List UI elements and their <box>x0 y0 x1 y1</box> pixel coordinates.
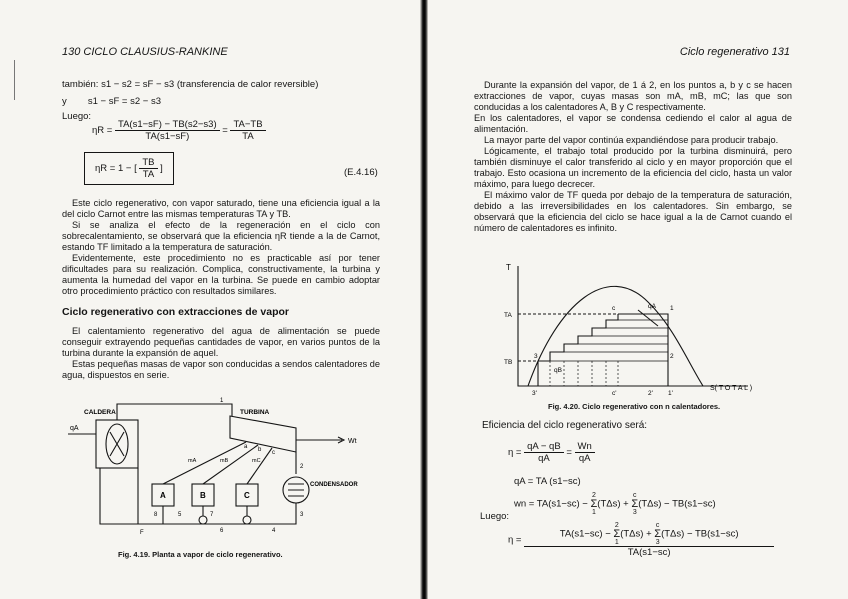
final-num-b: (TΔs) + <box>620 528 652 540</box>
left-figure-caption: Fig. 4.19. Planta a vapor de ciclo regenerativo. <box>118 550 283 559</box>
left-para-5: Estas pequeñas masas de vapor son conducidas a sendos calentadores de agua, dispuestos en serie. <box>62 359 380 380</box>
left-page-header: 130 CICLO CLAUSIUS-RANKINE <box>62 46 228 58</box>
ts-label-qb: qB <box>554 367 562 374</box>
left-body-2 <box>62 326 380 381</box>
ts-label-s: S( T O T A L ) <box>710 385 753 392</box>
sum2-top: c <box>633 492 637 499</box>
eq-eta-label: η = <box>508 447 522 459</box>
right-para-2: En los calentadores, el vapor se condensa cediendo el calor al agua de alimentación. <box>474 113 792 134</box>
final-sum1-bot: 1 <box>614 539 619 546</box>
ts-label-2: 2 <box>670 353 674 360</box>
eq-equals: = <box>566 447 572 459</box>
eq-tambien: también: s1 − s2 = sF − s3 (transferencia de calor reversible) <box>62 79 319 90</box>
ts-label-c: c <box>612 305 616 312</box>
eq-eta-num: qA − qB <box>524 441 564 453</box>
ts-diagram <box>498 262 798 398</box>
right-luego: Luego: <box>480 511 510 522</box>
right-figure-caption: Fig. 4.20. Ciclo regenerativo con n calentadores. <box>548 402 721 411</box>
eq-wn-lhs: wn = TA(s1−sc) − <box>514 498 588 510</box>
eta-r-fraction-1 <box>115 119 220 142</box>
turbine-shape <box>230 416 296 452</box>
final-sum2-top: c <box>655 522 660 529</box>
final-sum2-bot: 3 <box>655 539 660 546</box>
equation-number: (E.4.16) <box>344 167 378 178</box>
right-para-3: La mayor parte del vapor continúa expandiéndose para producir trabajo. <box>484 135 779 145</box>
ts-label-t: T <box>506 263 511 272</box>
label-point-4: 4 <box>272 528 276 534</box>
final-num-c: (TΔs) − TB(s1−sc) <box>661 528 739 540</box>
right-para-5: El máximo valor de TF queda por debajo de la temperatura de saturación, debido a las irreversibilidades en los calentadores. Sin embargo, se observará que la eficiencia del ciclo se hace igual a la de Carnot cuando el número de calentadores es infinito. <box>474 190 792 233</box>
eta-r-frac2-num: TA−TB <box>230 119 265 131</box>
eta-r-frac1-num: TA(s1−sF) − TB(s2−s3) <box>115 119 220 131</box>
label-caldera: CALDERA <box>84 409 116 416</box>
eq-wn: wn = TA(s1−sc) − 2 Σ 1(TΔs) + c Σ 3(TΔs) − TB(s1−sc) <box>514 492 716 516</box>
right-section-title: Eficiencia del ciclo regenerativo será: <box>482 420 648 431</box>
label-m-a: mA <box>188 458 197 464</box>
label-m-b: mB <box>220 458 229 464</box>
label-qa: qA <box>70 425 79 432</box>
right-page-header: Ciclo regenerativo 131 <box>679 46 790 58</box>
label-turbina: TURBINA <box>240 409 270 416</box>
final-sum1-top: 2 <box>614 522 619 529</box>
eq-eta-den: qA <box>538 453 550 464</box>
boxed-lhs: ηR = 1 − <box>95 163 132 175</box>
label-ext-c: c <box>272 450 275 456</box>
ts-label-3: 3 <box>534 353 538 360</box>
ts-label-2p: 2' <box>648 390 653 397</box>
label-heater-a: A <box>160 491 166 500</box>
label-point-1: 1 <box>220 398 224 404</box>
label-point-2: 2 <box>300 464 304 470</box>
left-para-3: Evidentemente, este procedimiento no es practicable así por tener dificultades para su realización. Complica, constructivamente, la turbina y aumenta la humedad del vapor en la turbina. Se puede en cambio adoptar otro procedimiento práctico con resultados similares. <box>62 253 380 296</box>
ts-label-ta: TA <box>504 312 512 319</box>
eq-y: y s1 − sF = s2 − s3 <box>62 96 161 107</box>
ts-label-qa: qA <box>648 303 656 310</box>
label-ext-a: a <box>244 444 248 450</box>
final-eta-label: η = <box>508 534 522 546</box>
right-para-1: Durante la expansión del vapor, de 1 á 2, en los puntos a, b y c se hacen extracciones de vapor, cuyas masas son mA, mB, mC; las que son conducidas a los calentadores A, B y C respectivamente. <box>474 80 792 112</box>
eta-r-label: ηR = <box>92 125 113 137</box>
label-n6: 6 <box>220 528 224 534</box>
plant-diagram <box>60 392 400 542</box>
final-num: TA(s1−sc) − 2 Σ 1(TΔs) + c Σ 3(TΔs) − TB(s1−sc) <box>524 522 774 547</box>
book-gutter <box>420 0 428 599</box>
ts-axes <box>518 266 748 386</box>
final-den: TA(s1−sc) <box>627 547 671 558</box>
left-section-title: Ciclo regenerativo con extracciones de vapor <box>62 306 290 318</box>
eta-r-frac1-den: TA(s1−sF) <box>145 131 190 142</box>
label-point-3: 3 <box>300 512 304 518</box>
label-n7: 7 <box>210 512 214 518</box>
left-para-1: Este ciclo regenerativo, con vapor saturado, tiene una eficiencia igual a la del ciclo Carnot entre las mismas temperaturas TA y TB. <box>62 198 380 219</box>
ts-label-1p: 1' <box>668 390 673 397</box>
eta-r-equation: ηR = $\frac{TA(s1-sF) - TB(s2-s3)}{TA(s1-sF)}$ = $\frac{TA-TB}{TA}$ <box>92 119 266 142</box>
boxed-equation: ηR = 1 − [ $\frac{TB}{TA}$ ] <box>84 152 174 185</box>
label-condensador: CONDENSADOR <box>310 482 358 488</box>
ts-label-1: 1 <box>670 305 674 312</box>
ts-label-tb: TB <box>504 359 513 366</box>
label-n8: 8 <box>154 512 158 518</box>
label-nF: F <box>140 530 144 536</box>
plus-sign: + <box>623 498 629 510</box>
efficiency-equation <box>508 441 595 464</box>
label-m-c: mC <box>252 458 261 464</box>
eta-r-fraction-2 <box>230 119 265 142</box>
eq-luego: Luego: <box>62 111 92 122</box>
right-body <box>474 80 792 234</box>
label-ext-b: b <box>258 447 262 453</box>
label-n5: 5 <box>178 512 182 518</box>
sum2-body: (TΔs) − TB(s1−sc) <box>638 498 716 510</box>
right-page <box>428 0 848 599</box>
sum2-bot: 3 <box>632 509 637 516</box>
sum1-body: (TΔs) <box>597 498 621 510</box>
ts-label-3p: 3' <box>532 390 537 397</box>
right-para-4: Lógicamente, el trabajo total producido por la turbina disminuirá, pero también disminuye el calor transferido al ciclo y en mayor proporción que el trabajo. Esto ocasiona un incremento de la eficiencia del ciclo, hasta un valor máximo, para luego decrecer. <box>474 146 792 189</box>
eq-qa: qA = TA (s1−sc) <box>514 476 581 487</box>
final-num-a: TA(s1−sc) − <box>559 528 611 540</box>
left-para-2: Si se analiza el efecto de la regeneración en el ciclo con sobrecalentamiento, se observará que la eficiencia ηR tiende a la de Carnot, estando TF limitado a la temperatura de saturación. <box>62 220 380 252</box>
sum1-bot: 1 <box>591 509 596 516</box>
boxed-den: TA <box>142 169 155 180</box>
label-heater-c: C <box>244 491 250 500</box>
final-equation <box>508 522 774 558</box>
eq-wn-den: qA <box>578 453 591 464</box>
label-wt: Wt <box>348 438 357 445</box>
ts-label-cp: c' <box>612 390 617 397</box>
left-body-1 <box>62 198 380 297</box>
left-page <box>0 0 420 599</box>
eq-wn-num: Wn <box>575 441 595 453</box>
label-heater-b: B <box>200 491 206 500</box>
eta-r-frac2-den: TA <box>242 131 254 142</box>
left-para-4: El calentamiento regenerativo del agua de alimentación se puede conseguir extrayendo pequeñas cantidades de vapor, en varios puntos de la turbina durante la expansión de aquel. <box>62 326 380 358</box>
sum1-top: 2 <box>591 492 596 499</box>
edge-mark <box>14 60 15 100</box>
boxed-num: TB <box>139 157 157 169</box>
